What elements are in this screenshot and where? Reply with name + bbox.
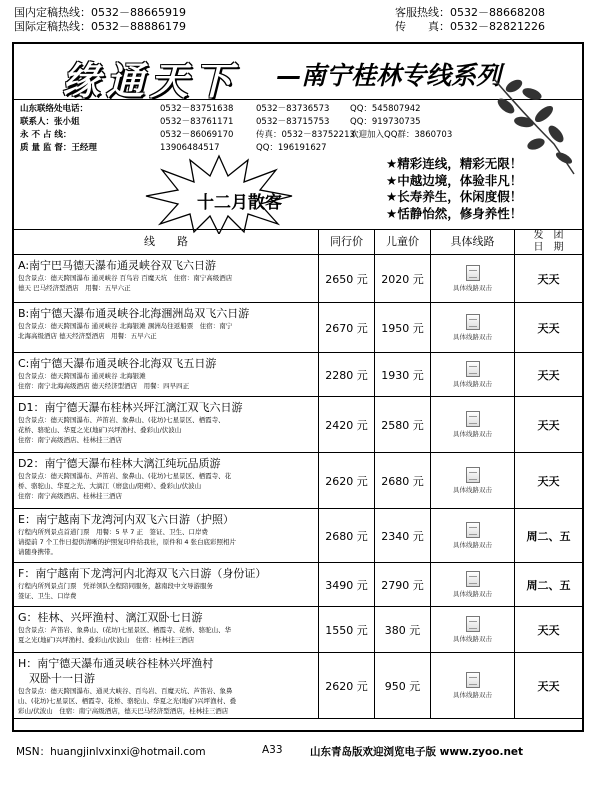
hotline-left — [14, 6, 186, 34]
contact-block: 山东联络处电话： 0532－83751638 0532－83736573 QQ：545807942 联系人：张小姐 0532－83761171 0532－83715753 QQ：919730735 永 不 占 线： 0532－86069170 传真：0532－83752213 欢迎加入QQ群：3860703 质 量 监 督：王经理 13906484517 QQ：196191627 — [20, 104, 453, 153]
route-detail-line: 北海高级酒店 德天经济型酒店 用餐：五早六正 — [18, 332, 157, 340]
route-detail-line: 签证、卫生、口岸费 — [18, 592, 77, 600]
document-icon[interactable] — [466, 522, 480, 538]
child-price: 2580 元 — [374, 397, 430, 452]
detail-link[interactable] — [430, 607, 514, 652]
document-icon[interactable] — [466, 361, 480, 377]
child-price: 2020 元 — [374, 255, 430, 302]
document-icon[interactable] — [466, 672, 480, 688]
departure-days: 天天 — [514, 607, 582, 652]
route-title: B:南宁德天瀑布通灵峡谷北海涠洲岛双飞六日游 — [18, 307, 250, 320]
route-detail-line: 请随身携带。 — [18, 548, 57, 556]
adult-price: 2650 元 — [318, 255, 374, 302]
route-title: D1：南宁德天瀑布桂林兴坪江漓江双飞六日游 — [18, 401, 243, 414]
route-detail-line: 住宿：南宁北海高级酒店 德天经济型酒店 用餐：四早四正 — [18, 382, 190, 390]
header-departure: 发 团 日 期 — [514, 230, 582, 254]
document-icon[interactable] — [466, 314, 480, 330]
detail-link[interactable] — [430, 563, 514, 606]
brand-subtitle: —南宁桂林专线系列 — [276, 61, 502, 90]
detail-link[interactable] — [430, 653, 514, 718]
route-title: F：南宁越南下龙湾河内北海双飞六日游（身份证） — [18, 567, 267, 580]
document-icon[interactable] — [466, 467, 480, 483]
route-description — [14, 303, 318, 352]
route-description — [14, 453, 318, 508]
detail-link-label: 具体线路双击 — [453, 486, 492, 494]
route-detail-line: 山、(花坊)七星景区、栖霞寺、花桥、骆驼山、华夏之光(地矿)兴坪渔村、叠 — [18, 697, 237, 705]
route-title: C:南宁德天瀑布通灵峡谷北海双飞五日游 — [18, 357, 217, 370]
departure-days: 天天 — [514, 397, 582, 452]
adult-price: 2620 元 — [318, 453, 374, 508]
route-description — [14, 397, 318, 452]
header-detail: 具体线路 — [430, 230, 514, 254]
footer — [12, 742, 584, 762]
departure-days: 周二、五 — [514, 509, 582, 562]
detail-document-link[interactable] — [453, 616, 492, 643]
route-detail-line: 包含景点：德天跨国瀑布 通灵峡谷 百鸟岩 百魔天坑 住宿：南宁高级酒店 — [18, 274, 233, 282]
route-detail-line: 德天 巴马经济型酒店 用餐：五早六正 — [18, 284, 131, 292]
detail-link-label: 具体线路双击 — [453, 691, 492, 699]
route-description — [14, 563, 318, 606]
route-detail-line: 夏之光(地矿)兴坪渔村、叠彩山/伏波山 住宿：桂林挂三酒店 — [18, 636, 195, 644]
route-detail-line: 包含景点：德天跨国瀑布 通灵峡谷 北海银滩 涠洲岛往返船票 住宿：南宁 — [18, 322, 233, 330]
hotline-right — [395, 6, 545, 34]
fax-number: 传 真：0532－82821226 — [395, 20, 545, 33]
child-price: 380 元 — [374, 607, 430, 652]
document-icon[interactable] — [466, 571, 480, 587]
header-route: 线 路 — [144, 235, 188, 248]
detail-link[interactable] — [430, 509, 514, 562]
detail-link[interactable] — [430, 453, 514, 508]
departure-days: 天天 — [514, 255, 582, 302]
table-row — [14, 509, 582, 563]
route-detail-line: 住宿：南宁高级酒店、桂林挂三酒店 — [18, 492, 122, 500]
slogan-line: ★中越边境，体验非凡！ — [386, 172, 523, 188]
detail-document-link[interactable] — [453, 672, 492, 699]
departure-days: 天天 — [514, 653, 582, 718]
detail-document-link[interactable] — [453, 265, 492, 292]
detail-link[interactable] — [430, 397, 514, 452]
detail-document-link[interactable] — [453, 314, 492, 341]
promo-block — [14, 154, 582, 234]
adult-price: 2620 元 — [318, 653, 374, 718]
child-price: 2340 元 — [374, 509, 430, 562]
detail-link-label: 具体线路双击 — [453, 430, 492, 438]
route-detail-line: 行程内所列景点门票 凭祥领队全程陪同服务，越南段中文导游服务 — [18, 582, 213, 590]
table-row — [14, 353, 582, 397]
document-icon[interactable] — [466, 616, 480, 632]
departure-days: 天天 — [514, 353, 582, 396]
route-detail-line: 花桥、骆驼山、华夏之光(地矿)兴坪渔村、叠彩山/伏波山 — [18, 426, 182, 434]
child-price: 1930 元 — [374, 353, 430, 396]
detail-link-label: 具体线路双击 — [453, 541, 492, 549]
detail-link[interactable] — [430, 255, 514, 302]
detail-document-link[interactable] — [453, 467, 492, 494]
detail-link-label: 具体线路双击 — [453, 333, 492, 341]
detail-link[interactable] — [430, 353, 514, 396]
slogan-line: ★恬静怡然，修身养性！ — [386, 205, 523, 221]
detail-document-link[interactable] — [453, 522, 492, 549]
slogan-line: ★精彩连线，精彩无限！ — [386, 156, 523, 171]
detail-link-label: 具体线路双击 — [453, 635, 492, 643]
detail-document-link[interactable] — [453, 411, 492, 438]
route-detail-line: 住宿：南宁高级酒店、桂林挂三酒店 — [18, 436, 122, 444]
international-hotline: 国际定稿热线：0532－88886179 — [14, 20, 186, 33]
route-title: A:南宁巴马德天瀑布通灵峡谷双飞六日游 — [18, 259, 217, 272]
header-child-price: 儿童价 — [374, 230, 430, 254]
adult-price: 2280 元 — [318, 353, 374, 396]
detail-link[interactable] — [430, 303, 514, 352]
child-price: 1950 元 — [374, 303, 430, 352]
document-icon[interactable] — [466, 265, 480, 281]
route-detail-line: 桥、骆驼山、华夏之光、大漓江（磨盘山/阳朔）、叠彩山/伏波山 — [18, 482, 202, 490]
header-adult-price: 同行价 — [318, 230, 374, 254]
detail-link-label: 具体线路双击 — [453, 590, 492, 598]
domestic-hotline: 国内定稿热线：0532－88665919 — [14, 6, 186, 19]
route-title: D2：南宁德天瀑布桂林大漓江纯玩品质游 — [18, 457, 221, 470]
child-price: 950 元 — [374, 653, 430, 718]
detail-link-label: 具体线路双击 — [453, 284, 492, 292]
page-number: A33 — [262, 744, 283, 756]
route-description — [14, 607, 318, 652]
table-row — [14, 563, 582, 607]
departure-days: 天天 — [514, 303, 582, 352]
adult-price: 2680 元 — [318, 509, 374, 562]
adult-price: 2420 元 — [318, 397, 374, 452]
route-detail-line: 包含景点：德天跨国瀑布 通灵峡谷 北海银滩 — [18, 372, 146, 380]
route-detail-line: 彩山/伏波山 住宿：南宁高级酒店，德天巴马经济型酒店，桂林挂三酒店 — [18, 707, 229, 715]
departure-days: 周二、五 — [514, 563, 582, 606]
route-title: H：南宁德天瀑布通灵峡谷桂林兴坪渔村 — [18, 657, 214, 670]
detail-link-label: 具体线路双击 — [453, 380, 492, 388]
table-row — [14, 255, 582, 303]
route-detail-line: 包含景点：德天跨国瀑布、通灵大峡谷、百鸟岩、百魔天坑、芦笛岩、象鼻 — [18, 687, 233, 695]
route-description — [14, 653, 318, 718]
route-detail-line: 请提前 7 个工作日提供清晰的护照复印件给我社，原件和 4 张白底彩照相片 — [18, 538, 237, 546]
ad-frame — [12, 42, 584, 732]
route-description — [14, 353, 318, 396]
table-row — [14, 453, 582, 509]
promo-slogans — [386, 156, 522, 222]
table-row — [14, 653, 582, 719]
table-row — [14, 397, 582, 453]
document-icon[interactable] — [466, 411, 480, 427]
child-price: 2680 元 — [374, 453, 430, 508]
child-price: 2790 元 — [374, 563, 430, 606]
footer-ad: 山东青岛版欢迎浏览电子版 www.zyoo.net — [310, 746, 524, 758]
route-detail-line: 包含景点：德天跨国瀑布、芦笛岩、象鼻山、(花坊)七星景区、栖霞寺、 — [18, 416, 225, 424]
adult-price: 1550 元 — [318, 607, 374, 652]
adult-price: 3490 元 — [318, 563, 374, 606]
route-detail-line: 行程内所列景点首道门票 用餐：5 早 7 正 签证、卫生、口岸费 — [18, 528, 208, 536]
route-detail-line: 包含景点：德天跨国瀑布、芦笛岩、象鼻山、(花坊)七星景区、栖霞寺、花 — [18, 472, 232, 480]
msn-contact: MSN：huangjinlvxinxi@hotmail.com — [16, 746, 206, 758]
promo-title: 十二月散客 — [197, 193, 282, 213]
adult-price: 2670 元 — [318, 303, 374, 352]
route-description — [14, 255, 318, 302]
table-row — [14, 607, 582, 653]
route-description — [14, 509, 318, 562]
slogan-line: ★长寿养生，休闲度假！ — [386, 189, 523, 204]
route-title: E：南宁越南下龙湾河内双飞六日游（护照） — [18, 513, 234, 526]
brand-title: 缘通天下 — [62, 58, 239, 100]
service-hotline: 客服热线：0532－88668208 — [395, 6, 545, 19]
route-title-line2: 双卧十一日游 — [18, 672, 95, 685]
departure-days: 天天 — [514, 453, 582, 508]
table-header — [14, 229, 582, 255]
route-detail-line: 包含景点：芦笛岩、象鼻山、(花坊)七星景区、栖霞寺、花桥、骆驼山、华 — [18, 626, 232, 634]
route-title: G：桂林、兴坪渔村、漓江双卧七日游 — [18, 611, 203, 624]
table-row — [14, 303, 582, 353]
detail-document-link[interactable] — [453, 361, 492, 388]
detail-document-link[interactable] — [453, 571, 492, 598]
